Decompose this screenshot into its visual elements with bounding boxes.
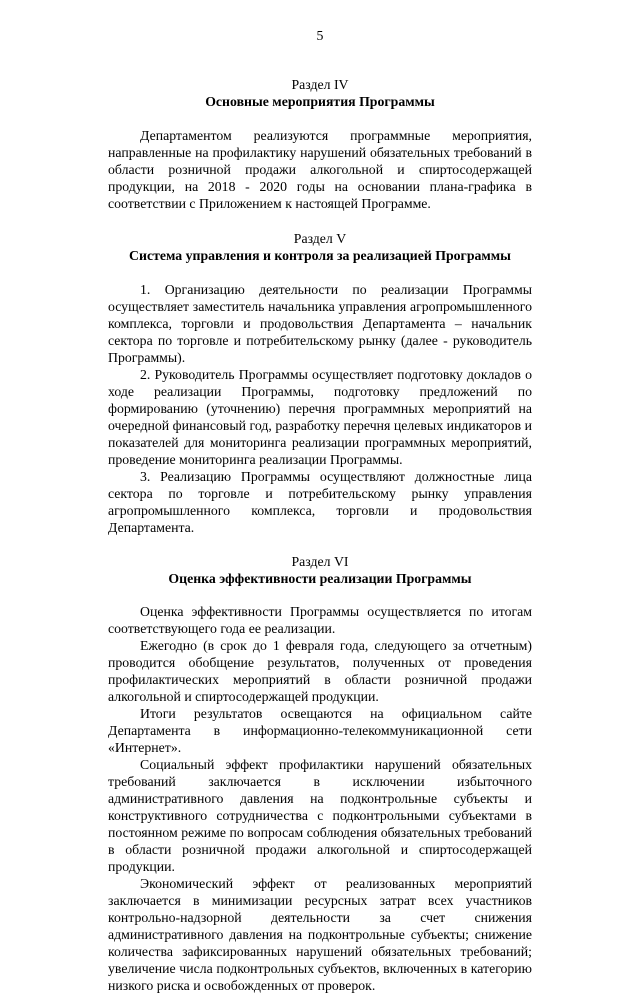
- paragraph: Оценка эффективности Программы осуществляется по итогам соответствующего года ее реализации.: [108, 604, 532, 636]
- section-body: [108, 281, 532, 536]
- paragraph: Департаментом реализуются программные мероприятия, направленные на профилактику нарушений обязательных требований в области розничной продажи алкогольной и спиртосодержащей продукции, на 2018 - 2020 годы на основании плана-графика в соответствии с Приложением к настоящей Программе.: [108, 128, 532, 211]
- paragraph: 2. Руководитель Программы осуществляет подготовку докладов о ходе реализации Программы, подготовку предложений по формированию (уточнению) перечня программных мероприятий на очередной финансовый год, разработку перечня целевых индикаторов и показателей для мониторинга реализации программных мероприятий, проведение мониторинга реализации Программы.: [108, 367, 532, 467]
- paragraph: Ежегодно (в срок до 1 февраля года, следующего за отчетным) проводится обобщение результатов, полученных от проведения профилактических мероприятий в области розничной продажи алкогольной и спиртосодержащей продукции.: [108, 638, 532, 704]
- section-6: [108, 553, 532, 994]
- section-label: Раздел VI: [291, 554, 349, 569]
- paragraph: Итоги результатов освещаются на официальном сайте Департамента в информационно-телекоммуникационной сети «Интернет».: [108, 706, 532, 755]
- section-title: Основные мероприятия Программы: [205, 94, 435, 109]
- section-label: Раздел V: [293, 231, 347, 246]
- section-body: [108, 127, 532, 212]
- page-number: 5: [316, 28, 324, 43]
- section-title: Оценка эффективности реализации Программы: [168, 571, 472, 586]
- section-title: Система управления и контроля за реализацией Программы: [129, 248, 511, 263]
- section-4: [108, 76, 532, 212]
- paragraph: Социальный эффект профилактики нарушений обязательных требований заключается в исключении избыточного административного давления на подконтрольные субъекты и конструктивного сотрудничества с подконтрольными субъектами в постоянном режиме по вопросам соблюдения обязательных требований в области розничной продажи алкогольной и спиртосодержащей продукции.: [108, 757, 532, 874]
- section-body: [108, 603, 532, 994]
- section-label: Раздел IV: [291, 77, 349, 92]
- paragraph: 3. Реализацию Программы осуществляют должностные лица сектора по торговле и потребительскому рынку управления агропромышленного комплекса, торговли и продовольствия Департамента.: [108, 469, 532, 535]
- paragraph: Экономический эффект от реализованных мероприятий заключается в минимизации ресурсных затрат всех участников контрольно-надзорной деятельности за счет снижения административного давления на подконтрольные субъекты; снижение количества зафиксированных нарушений обязательных требований; увеличение числа подконтрольных субъектов, включенных в категорию низкого риска и освобожденных от проверок.: [108, 876, 532, 993]
- section-5: [108, 230, 532, 536]
- paragraph: 1. Организацию деятельности по реализации Программы осуществляет заместитель начальника управления агропромышленного комплекса, торговли и продовольствия Департамента – начальник сектора по торговле и потребительскому рынку (далее - руководитель Программы).: [108, 282, 532, 365]
